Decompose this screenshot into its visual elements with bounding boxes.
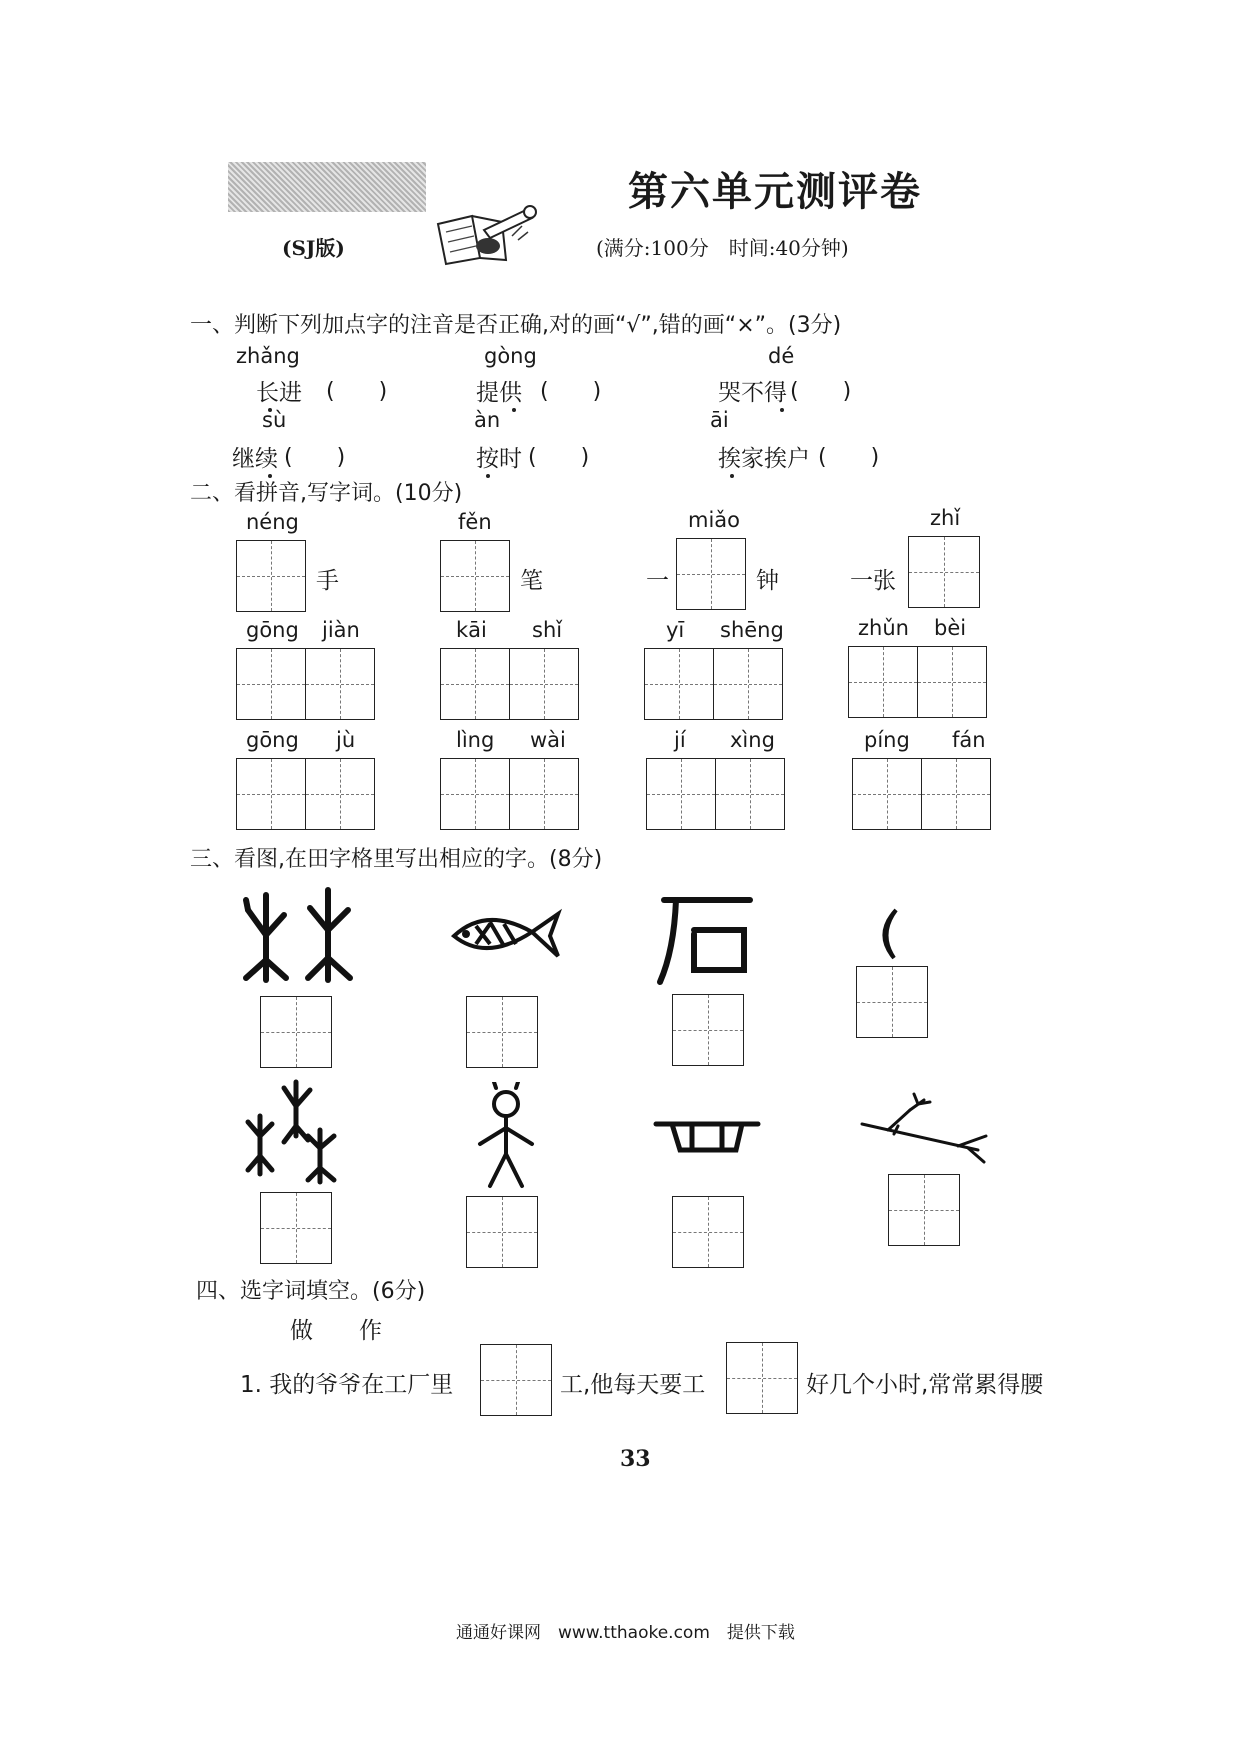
question-word: 挨家挨户 xyxy=(718,446,810,472)
pinyin-label: gòng xyxy=(484,344,537,368)
question-word: 提供 xyxy=(476,380,522,406)
pinyin-label: jiàn xyxy=(322,618,360,642)
pinyin-label: fěn xyxy=(458,510,492,534)
pinyin-label: xìng xyxy=(730,728,775,752)
pinyin-label: néng xyxy=(246,510,299,534)
given-character: 笔 xyxy=(520,568,543,594)
question-text: 好几个小时,常常累得腰 xyxy=(806,1372,1044,1398)
writing-grid[interactable] xyxy=(856,966,928,1038)
edition-label: (SJ版) xyxy=(282,236,345,260)
pinyin-label: shēng xyxy=(720,618,784,642)
writing-grid[interactable] xyxy=(260,996,332,1068)
answer-blank[interactable]: ( ) xyxy=(528,445,590,470)
writing-grid[interactable] xyxy=(726,1342,798,1414)
question-text: 1. 我的爷爷在工厂里 xyxy=(240,1372,454,1398)
question-word: 按时 xyxy=(476,446,522,472)
word-choices: 做 作 xyxy=(290,1318,382,1344)
pinyin-label: zhǎng xyxy=(236,344,300,368)
header-decoration xyxy=(228,162,426,212)
question-word: 继续 xyxy=(232,446,278,472)
answer-blank[interactable]: ( ) xyxy=(540,379,602,404)
writing-grid[interactable] xyxy=(440,648,510,720)
moon-icon xyxy=(872,906,912,962)
writing-grid[interactable] xyxy=(480,1344,552,1416)
writing-grid[interactable] xyxy=(908,536,980,608)
pinyin-label: gōng xyxy=(246,728,299,752)
fish-icon xyxy=(446,900,566,970)
pinyin-label: yī xyxy=(666,618,685,642)
section1-heading: 一、判断下列加点字的注音是否正确,对的画“√”,错的画“×”。(3分) xyxy=(190,313,842,338)
footer-credit: 通通好课网 www.tthaoke.com 提供下载 xyxy=(456,1623,795,1643)
given-character: 一 xyxy=(646,568,669,594)
pinyin-label: kāi xyxy=(456,618,487,642)
pinyin-label: gōng xyxy=(246,618,299,642)
writing-grid[interactable] xyxy=(921,758,991,830)
given-character: 一张 xyxy=(850,568,896,594)
writing-grid[interactable] xyxy=(852,758,922,830)
pinyin-label: píng xyxy=(864,728,910,752)
writing-grid[interactable] xyxy=(305,648,375,720)
emphasis-dot xyxy=(486,474,490,478)
answer-blank[interactable]: ( ) xyxy=(326,379,388,404)
writing-grid[interactable] xyxy=(672,994,744,1066)
writing-grid[interactable] xyxy=(848,646,918,718)
pinyin-label: shǐ xyxy=(532,618,563,642)
pinyin-label: bèi xyxy=(934,616,967,640)
pinyin-label: jí xyxy=(674,728,686,752)
pinyin-label: zhǔn xyxy=(858,616,909,640)
page-title: 第六单元测评卷 xyxy=(628,168,922,215)
writing-grid[interactable] xyxy=(466,1196,538,1268)
pinyin-label: dé xyxy=(768,344,795,368)
branch-icon xyxy=(858,1090,998,1170)
answer-blank[interactable]: ( ) xyxy=(284,445,346,470)
two-trees-icon xyxy=(236,880,366,990)
pinyin-label: āi xyxy=(710,408,729,432)
answer-blank[interactable]: ( ) xyxy=(818,445,880,470)
emphasis-dot xyxy=(512,408,516,412)
writing-grid[interactable] xyxy=(917,646,987,718)
stone-icon xyxy=(650,890,760,990)
pinyin-label: miǎo xyxy=(688,508,741,532)
question-word: 哭不得 xyxy=(718,380,787,406)
writing-grid[interactable] xyxy=(888,1174,960,1246)
writing-grid[interactable] xyxy=(713,648,783,720)
bridge-boat-icon xyxy=(652,1110,762,1160)
pinyin-label: lìng xyxy=(456,728,495,752)
writing-grid[interactable] xyxy=(715,758,785,830)
writing-grid[interactable] xyxy=(236,540,306,612)
writing-grid[interactable] xyxy=(646,758,716,830)
section2-heading: 二、看拼音,写字词。(10分) xyxy=(190,481,463,506)
answer-blank[interactable]: ( ) xyxy=(790,379,852,404)
exam-meta: (满分:100分 时间:40分钟) xyxy=(596,236,849,260)
writing-grid[interactable] xyxy=(644,648,714,720)
section4-heading: 四、选字词填空。(6分) xyxy=(196,1279,426,1304)
writing-grid[interactable] xyxy=(672,1196,744,1268)
writing-grid[interactable] xyxy=(236,648,306,720)
pinyin-label: wài xyxy=(530,728,566,752)
section3-heading: 三、看图,在田字格里写出相应的字。(8分) xyxy=(190,847,603,872)
question-word: 长进 xyxy=(256,380,302,406)
pinyin-label: zhǐ xyxy=(930,506,961,530)
forest-icon xyxy=(240,1076,350,1186)
given-character: 手 xyxy=(316,568,339,594)
writing-grid[interactable] xyxy=(466,996,538,1068)
writing-grid[interactable] xyxy=(509,758,579,830)
book-telescope-icon xyxy=(432,196,542,266)
writing-grid[interactable] xyxy=(236,758,306,830)
emphasis-dot xyxy=(780,408,784,412)
writing-grid[interactable] xyxy=(440,758,510,830)
emphasis-dot xyxy=(730,474,734,478)
person-icon xyxy=(466,1082,546,1192)
question-text: 工,他每天要工 xyxy=(560,1372,706,1398)
given-character: 钟 xyxy=(756,568,779,594)
writing-grid[interactable] xyxy=(676,538,746,610)
pinyin-label: jù xyxy=(336,728,356,752)
writing-grid[interactable] xyxy=(305,758,375,830)
pinyin-label: àn xyxy=(474,408,501,432)
pinyin-label: fán xyxy=(952,728,986,752)
writing-grid[interactable] xyxy=(260,1192,332,1264)
writing-grid[interactable] xyxy=(440,540,510,612)
pinyin-label: sù xyxy=(262,408,287,432)
writing-grid[interactable] xyxy=(509,648,579,720)
page-number: 33 xyxy=(620,1446,651,1472)
